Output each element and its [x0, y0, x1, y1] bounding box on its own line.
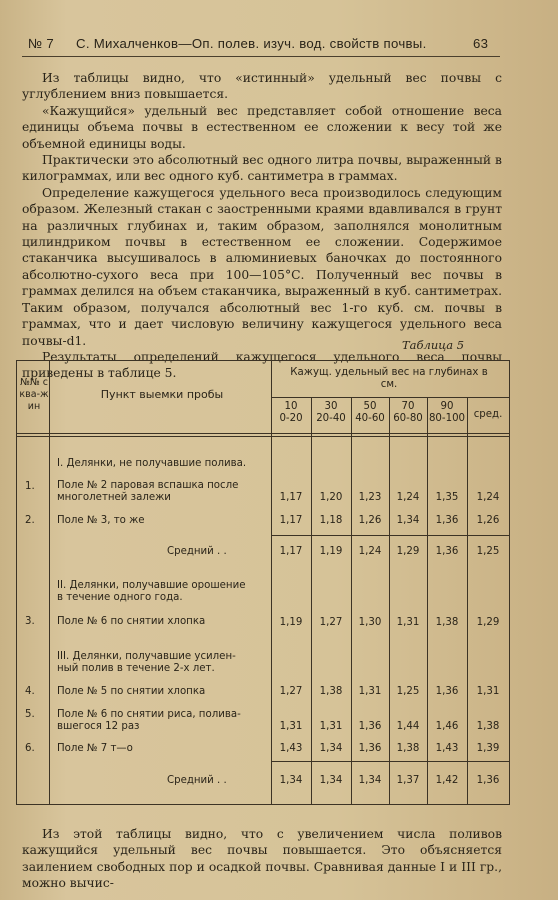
- table-divider: [17, 436, 509, 437]
- col-header-point: Пункт выемки пробы: [100, 388, 224, 401]
- page-number: 63: [473, 36, 489, 51]
- table-divider: [271, 535, 509, 536]
- group-title: III. Делянки, получавшие усилен-: [57, 651, 236, 662]
- running-title: С. Михалченков—Оп. полев. изуч. вод. свойств почвы.: [76, 36, 427, 51]
- group-title: II. Делянки, получавшие орошение: [57, 580, 246, 591]
- table-divider: [271, 361, 272, 804]
- data-table: №№ сква-жин Пункт выемки пробы Кажущ. удельный вес на глубинах в см. 10 0-20 30 20-40 50 40-60 70 60-80 90 80-100 сред. I. Делянки, не получавшие полива. 1. Поле № 2 паровая вспашка после многолетней залежи 1,17 1,20 1,23 1,24 1,35 1,24 2. Поле № 3, то же 1,17 1,18 1,26 1,34 1,36 1,26 Средний . . 1,17 1,19 1,24 1,29 1,36 1,25 II. Делянки, получавшие орошение в течение одного года. 3. Поле № 6 по снятии хлопка 1,19 1,27 1,30 1,31 1,38 1,29 III. Делянки, получавшие усилен- ный полив в течение 2-х лет. 4. Поле № 5 по снятии хлопка 1,27 1,38 1,31 1,25 1,36 1,31 5. Поле № 6 по снятии риса, полива- вшегося 12 раз 1,31 1,31 1,36 1,44 1,46 1,38 6. Поле № 7 т—о 1,43 1,34 1,36 1,38 1,43 1,39 Средний . . 1,34 1,34 1,34 1,37 1,42 1,36: [16, 360, 510, 805]
- paragraph: Результаты определений кажущегося удельного веса почвы приведены в таблице 5.: [22, 349, 502, 381]
- col-header-depths: Кажущ. удельный вес на глубинах в см.: [290, 367, 488, 390]
- paragraph: «Кажущийся» удельный вес представляет собой отношение веса единицы объема почвы в естественном ее сложении к весу той же объемной единицы воды.: [22, 103, 502, 151]
- depth-header: 70 60-80: [393, 401, 423, 424]
- group-title: в течение одного года.: [57, 592, 183, 603]
- depth-header: 90 80-100: [428, 401, 466, 424]
- intro-text: [22, 70, 502, 382]
- table-divider: [271, 761, 509, 762]
- group-title: I. Делянки, не получавшие полива.: [57, 458, 247, 469]
- issue-number: № 7: [28, 36, 55, 51]
- table-divider: [49, 361, 50, 804]
- paragraph: Практически это абсолютный вес одного литра почвы, выраженный в килограммах, или вес одного куб. сантиметра в граммах.: [22, 153, 502, 184]
- table-caption: Таблица 5: [402, 338, 465, 352]
- table-divider: [17, 433, 509, 434]
- paragraph: Определение кажущегося удельного веса производилось следующим образом. Железный стакан с заостренными краями вдавливался в грунт на различных глубинах и, таким образом, заполнялся монолитным цилиндриком почвы в естественном ее сложении. Содержимое стаканчика высушивалось в алюминиевых баночках до постоянного абсолютно-сухого веса при 100—105°С. Полученный вес почвы в граммах делился на объем стаканчика, выраженный в куб. сантиметрах. Таким образом, получался абсолютный вес 1-го куб. см. почвы в граммах, что и дает числовую величину кажущегося удельного веса почвы-d1.: [22, 185, 502, 348]
- header-rule: [22, 56, 500, 57]
- outro-text: [22, 826, 502, 892]
- group-title: ный полив в течение 2-х лет.: [57, 663, 215, 674]
- paragraph: Из таблицы видно, что «истинный» удельный вес почвы с углублением вниз повышается.: [22, 71, 502, 102]
- col-header-avg: сред.: [473, 409, 503, 420]
- paragraph: Из этой таблицы видно, что с увеличением числа поливов кажущийся удельный вес почвы повышается. Это объясняется заилением свободных пор и осадкой почвы. Сравнивая данные I и III гр., можно вычис-: [22, 827, 502, 891]
- depth-header: 50 40-60: [355, 401, 385, 424]
- col-header-well: №№ сква-жин: [19, 377, 49, 412]
- depth-header: 10 0-20: [279, 401, 303, 424]
- depth-header: 30 20-40: [316, 401, 346, 424]
- table-divider: [271, 397, 509, 398]
